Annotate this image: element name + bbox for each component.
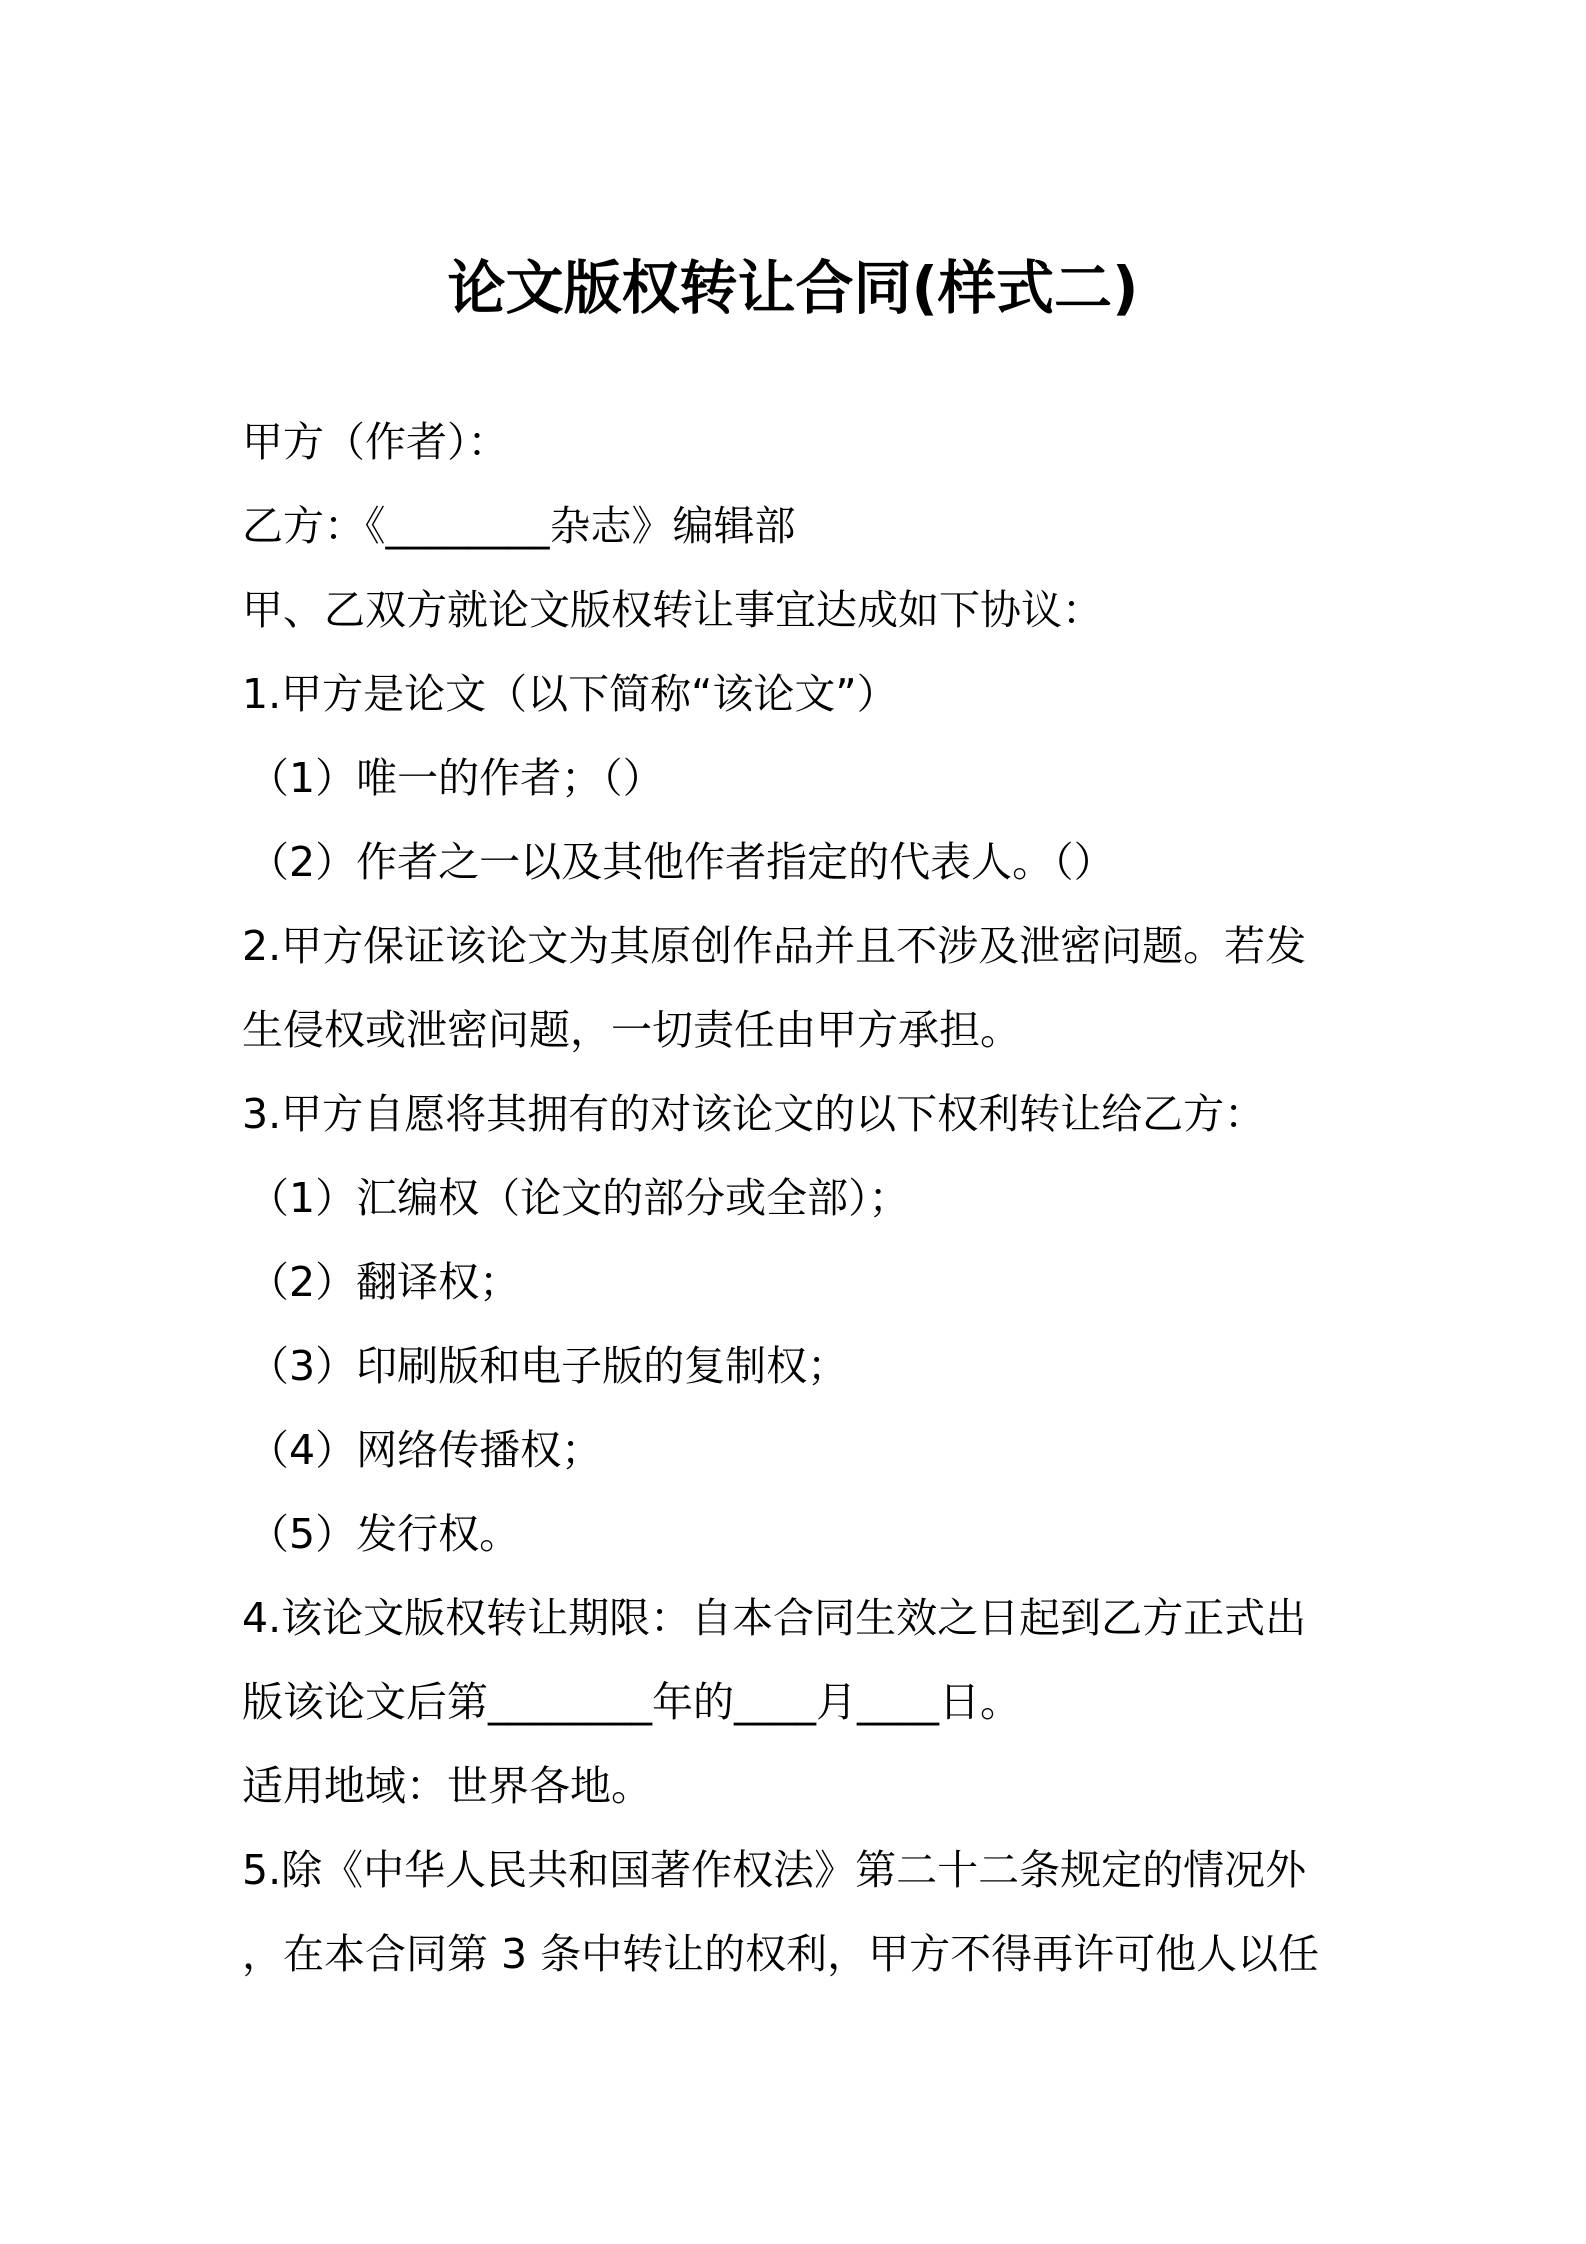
- party-b-line: 乙方：《________杂志》编辑部: [242, 502, 796, 550]
- clause-3-right-4: （4）网络传播权；: [248, 1426, 603, 1474]
- clause-1-option-2: （2）作者之一以及其他作者指定的代表人。（）: [248, 838, 1115, 886]
- clause-3-right-1: （1）汇编权（论文的部分或全部）；: [248, 1174, 910, 1222]
- clause-1-option-1: （1）唯一的作者；（）: [248, 754, 664, 802]
- document-body: [242, 400, 1362, 1996]
- clause-5-line-2: ，在本合同第 3 条中转让的权利，甲方不得再许可他人以任: [242, 1930, 1320, 1978]
- clause-2-line-1: 2.甲方保证该论文为其原创作品并且不涉及泄密问题。若发: [242, 922, 1307, 970]
- clause-3-right-2: （2）翻译权；: [248, 1258, 521, 1306]
- clause-2-line-2: 生侵权或泄密问题，一切责任由甲方承担。: [242, 1006, 1021, 1054]
- document-title: 论文版权转让合同(样式二): [447, 254, 1139, 322]
- territory-line: 适用地域：世界各地。: [242, 1762, 652, 1810]
- agreement-intro-line: 甲、乙双方就论文版权转让事宜达成如下协议：: [242, 586, 1103, 634]
- clause-3-right-3: （3）印刷版和电子版的复制权；: [248, 1342, 849, 1390]
- clause-5-line-1: 5.除《中华人民共和国著作权法》第二十二条规定的情况外: [242, 1846, 1307, 1894]
- clause-1-line: 1.甲方是论文（以下简称“该论文”）: [242, 670, 898, 718]
- clause-3-right-5: （5）发行权。: [248, 1510, 521, 1558]
- clause-4-line-2: 版该论文后第________年的____月____日。: [242, 1678, 1021, 1726]
- clause-3-line: 3.甲方自愿将其拥有的对该论文的以下权利转让给乙方：: [242, 1090, 1266, 1138]
- clause-4-line-1: 4.该论文版权转让期限：自本合同生效之日起到乙方正式出: [242, 1594, 1307, 1642]
- party-a-line: 甲方（作者）：: [242, 418, 509, 466]
